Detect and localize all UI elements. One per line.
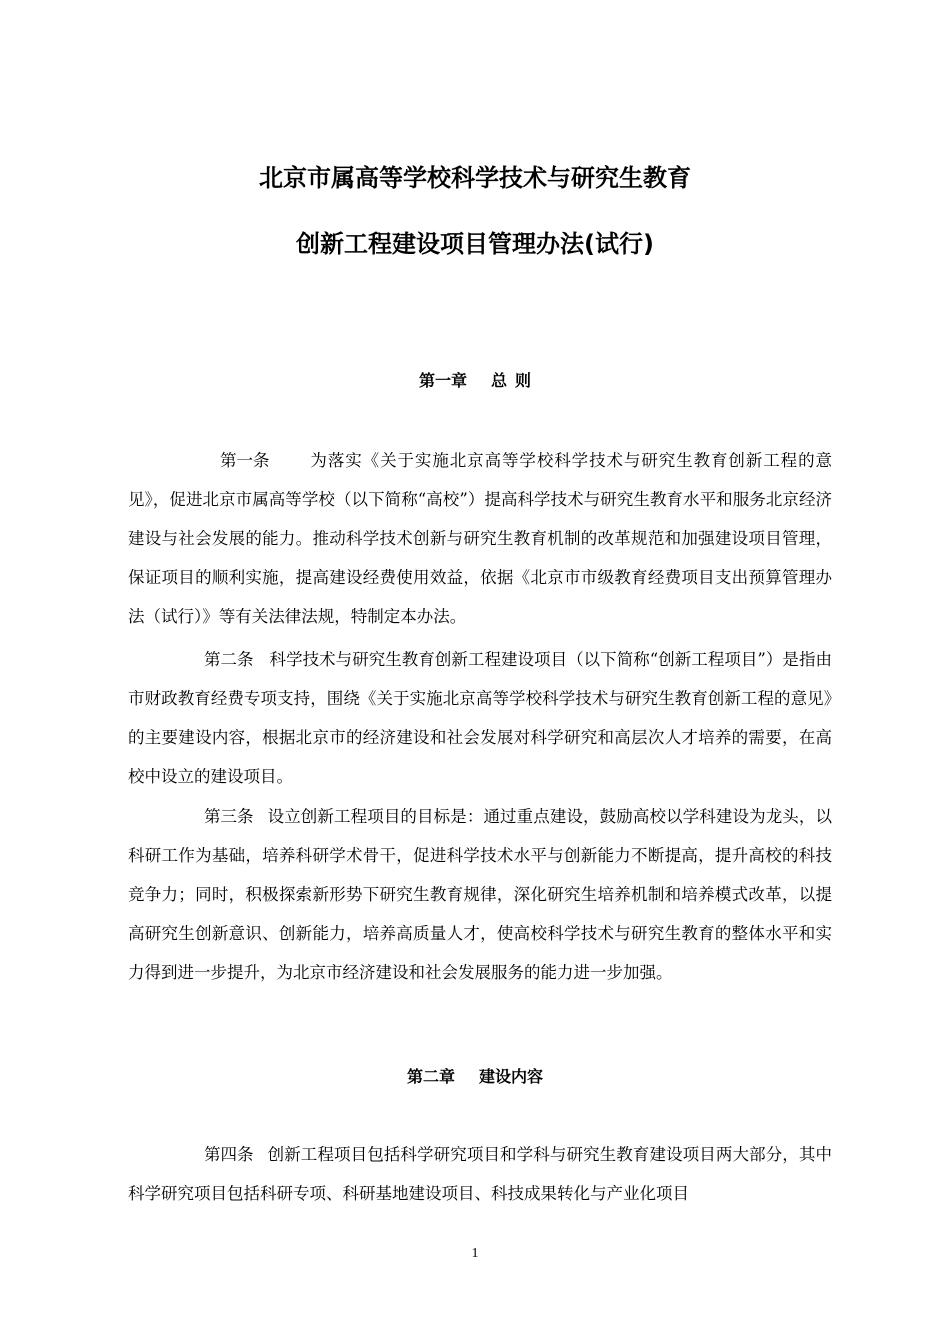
article-2-head: 第二条 [204,650,254,669]
chapter-1-number: 第一章 [418,371,467,390]
article-2-text: 科学技术与研究生教育创新工程建设项目（以下简称“创新工程项目”）是指由市财政教育经费专项支持，围绕《关于实施北京高等学校科学技术与研究生教育创新工程的意见》的主要建设内容，根据北京市的经济建设和社会发展对科学研究和高层次人才培养的需要，在高校中设立的建设项目。 [128,650,832,786]
chapter-1-heading [0,370,950,392]
document-title-line-2: 创新工程建设项目管理办法(试行) [296,230,654,258]
article-1-head: 第一条 [220,451,270,470]
chapter-2-heading [0,1066,950,1088]
article-1-text: 为落实《关于实施北京高等学校科学技术与研究生教育创新工程的意见》，促进北京市属高等学校（以下简称“高校”）提高科学技术与研究生教育水平和服务北京经济建设与社会发展的能力。推动科学技术创新与研究生教育机制的改革规范和加强建设项目管理，保证项目的顺利实施，提高建设经费使用效益，依据《北京市市级教育经费项目支出预算管理办法（试行）》等有关法律法规，特制定本办法。 [128,451,832,626]
article-3-text: 设立创新工程项目的目标是：通过重点建设，鼓励高校以学科建设为龙头，以科研工作为基础，培养科研学术骨干，促进科学技术水平与创新能力不断提高，提升高校的科技竞争力；同时，积极探索新形势下研究生教育规律，深化研究生培养机制和培养模式改革，以提高研究生创新意识、创新能力，培养高质量人才，使高校科学技术与研究生教育的整体水平和实力得到进一步提升，为北京市经济建设和社会发展服务的能力进一步加强。 [128,807,832,982]
chapter-2-name: 建设内容 [479,1067,544,1086]
article-2 [128,640,832,796]
article-4 [128,1135,832,1213]
article-3 [128,797,832,992]
article-3-head: 第三条 [204,807,254,826]
chapter-1-name: 总 [490,371,507,390]
document-title-line-1: 北京市属高等学校科学技术与研究生教育 [259,164,691,192]
article-4-text: 创新工程项目包括科学研究项目和学科与研究生教育建设项目两大部分，其中科学研究项目包括科研专项、科研基地建设项目、科技成果转化与产业化项目 [128,1145,832,1203]
article-1 [128,441,832,636]
page-number: 1 [471,1246,479,1261]
article-4-head: 第四条 [204,1145,254,1164]
chapter-1-name-2: 则 [515,371,532,390]
chapter-2-number: 第二章 [406,1067,455,1086]
